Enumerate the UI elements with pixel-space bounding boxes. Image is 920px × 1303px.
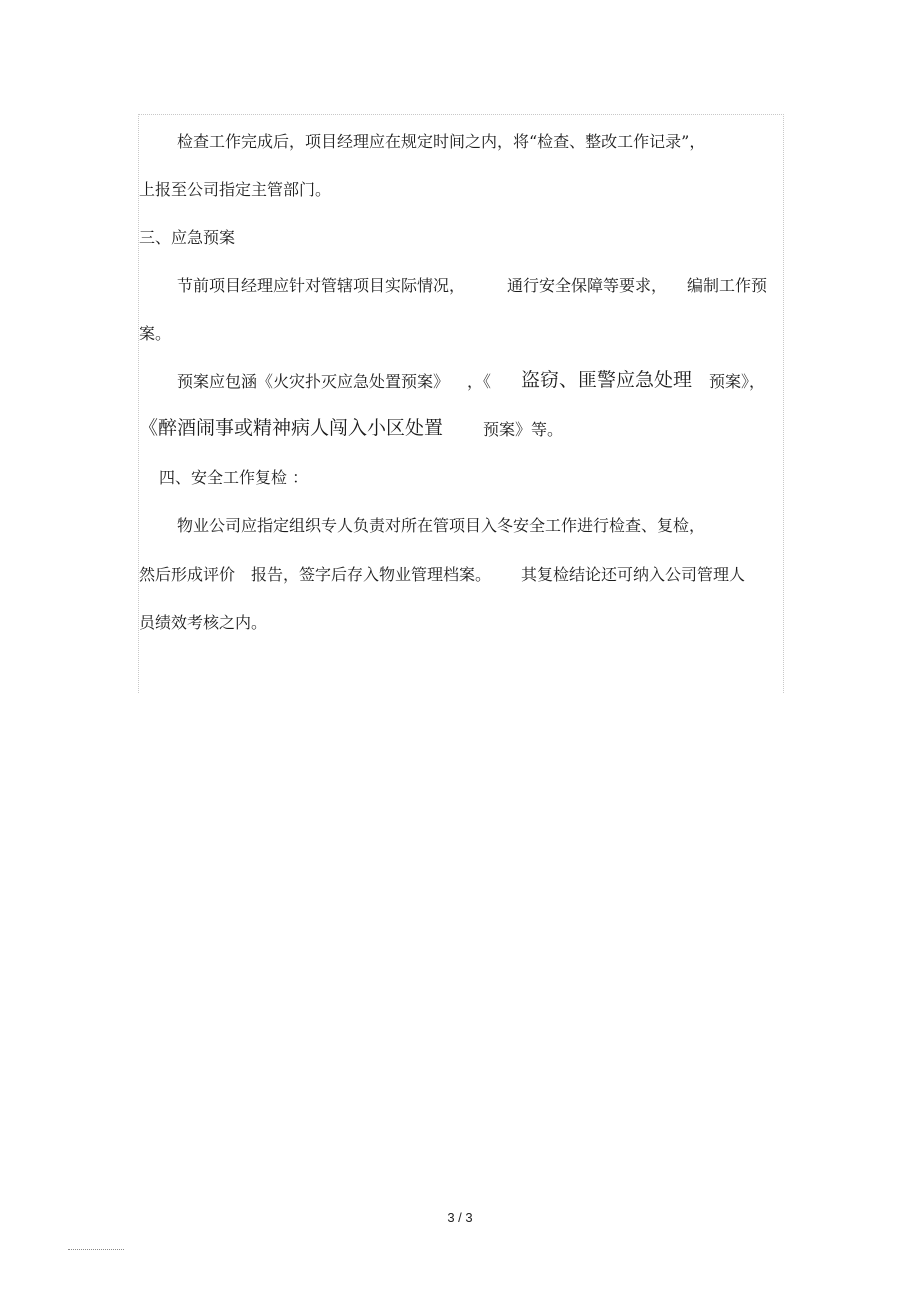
- text-span: 预案》等。: [483, 420, 564, 439]
- footer-dotted-rule: [68, 1249, 124, 1250]
- paragraph-1-line-1: [177, 131, 705, 153]
- text-span: 预案应包涵《火灾扑灭应急处置预案》: [177, 372, 450, 391]
- paragraph-3-line-1: [177, 371, 449, 393]
- paragraph-4-line-2-c: [521, 564, 745, 586]
- text-span: 通行安全保障等要求，: [507, 276, 668, 295]
- paragraph-4-line-2: [139, 564, 235, 586]
- paragraph-3-line-1-d: [709, 371, 765, 393]
- text-span: 然后形成评价: [139, 565, 236, 584]
- text-span: 上报至公司指定主管部门。: [139, 180, 332, 199]
- text-span: 预案》，: [709, 372, 766, 391]
- paragraph-3-line-1-c: [521, 369, 692, 391]
- paragraph-4-line-2-b: [251, 564, 491, 586]
- text-span: 《醉酒闹事或精神病人闯入小区处置: [139, 417, 444, 439]
- text-span: 报告，签字后存入物业管理档案。: [251, 565, 492, 584]
- paragraph-4-line-3: [139, 612, 267, 634]
- paragraph-2-line-1-b: [507, 275, 667, 297]
- paragraph-2-line-1: [177, 275, 465, 297]
- text-span: 其复检结论还可纳入公司管理人: [521, 565, 746, 584]
- text-span: 员绩效考核之内。: [139, 613, 268, 632]
- text-span: 节前项目经理应针对管辖项目实际情况，: [177, 276, 466, 295]
- text-span: 案。: [139, 324, 172, 343]
- paragraph-2-line-1-c: [687, 275, 767, 297]
- text-span: 盗窃、匪警应急处理: [521, 369, 693, 391]
- paragraph-1-line-2: [139, 179, 331, 201]
- paragraph-3-line-2: [139, 417, 443, 439]
- document-frame: [138, 114, 784, 693]
- section-heading-4: [159, 467, 308, 489]
- page-number: 3 / 3: [447, 1210, 473, 1225]
- heading-text: 四、安全工作复检 ：: [159, 468, 309, 487]
- text-span: 物业公司应指定组织专人负责对所在管项目入冬安全工作进行检查、复检，: [177, 516, 706, 535]
- text-span: ，《: [467, 372, 492, 391]
- paragraph-3-line-2-b: [483, 419, 563, 441]
- text-span: 编制工作预: [687, 276, 768, 295]
- text-span: 检查工作完成后，项目经理应在规定时间之内，将“检查、整改工作记录”，: [177, 132, 706, 151]
- heading-text: 三、应急预案: [139, 228, 236, 247]
- section-heading-3: [139, 227, 235, 249]
- paragraph-3-line-1-b: [467, 371, 491, 393]
- paragraph-4-line-1: [177, 515, 705, 537]
- paragraph-2-line-2: [139, 323, 171, 345]
